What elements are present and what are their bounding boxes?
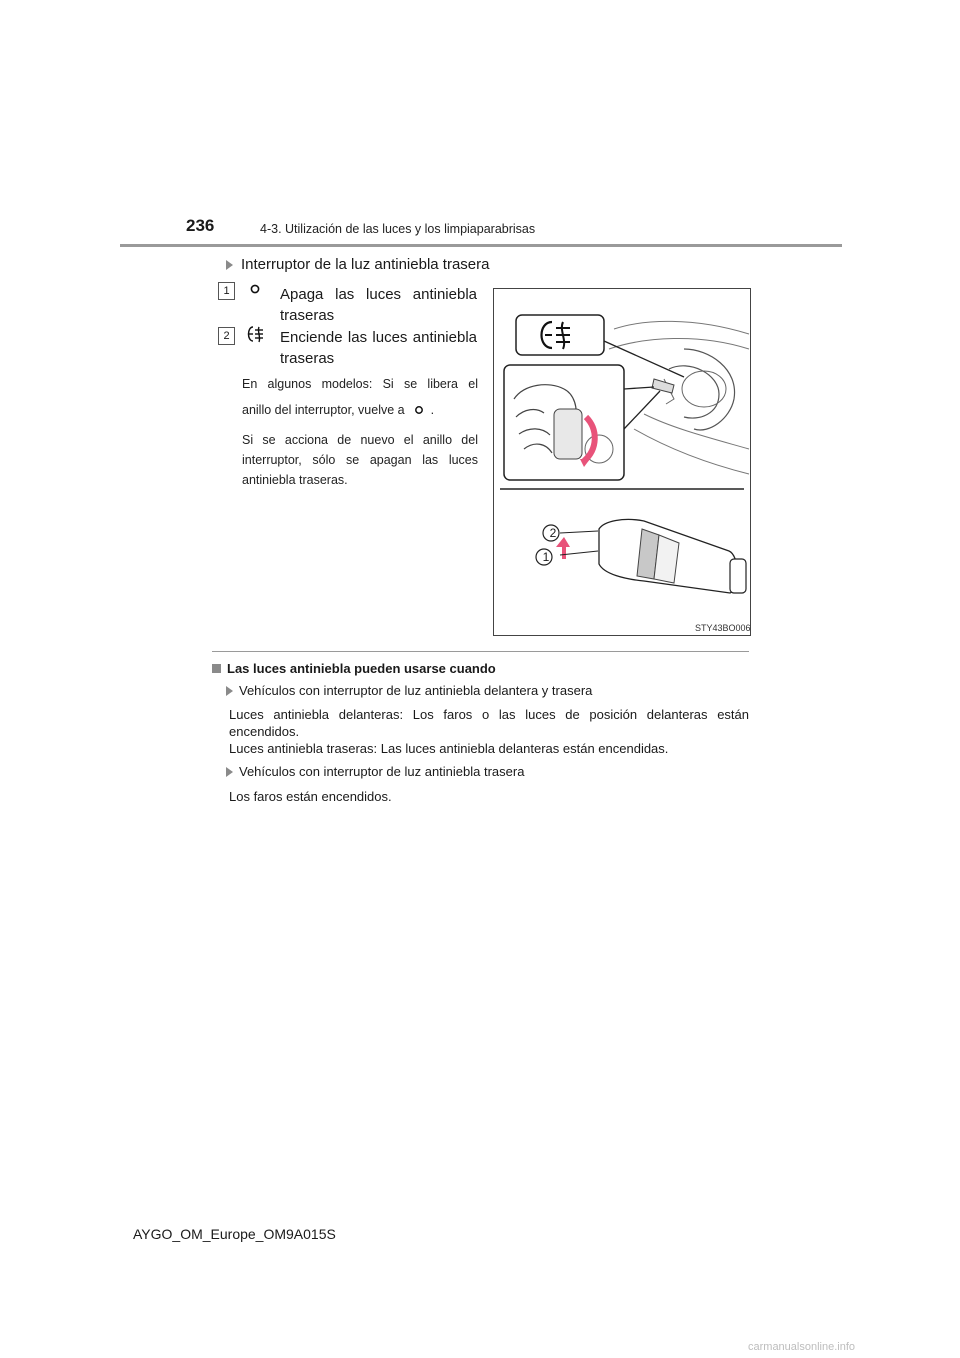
section-title bbox=[212, 661, 496, 676]
item-number-2: 2 bbox=[218, 327, 235, 345]
square-bullet-icon bbox=[212, 664, 221, 673]
note-line-2-end: . bbox=[430, 403, 435, 417]
illustration-callout-1: 1 bbox=[542, 550, 550, 564]
triangle-bullet-icon bbox=[226, 260, 233, 270]
note-line-2-text: anillo del interruptor, vuelve a bbox=[242, 403, 405, 417]
subsection-title bbox=[226, 256, 489, 273]
item-2-line2: traseras bbox=[280, 350, 335, 367]
footer-doc-id: AYGO_OM_Europe_OM9A015S bbox=[133, 1226, 336, 1242]
item-2-text bbox=[280, 327, 477, 369]
page-number: 236 bbox=[186, 216, 215, 235]
item-number-1: 1 bbox=[218, 282, 235, 300]
paragraph-headlights: Los faros están encendidos. bbox=[229, 789, 392, 804]
sub-bullet-2 bbox=[226, 764, 524, 779]
item-1-line1: Apaga las luces antiniebla bbox=[280, 286, 477, 303]
item-1-line2: traseras bbox=[280, 307, 335, 324]
section-separator bbox=[212, 651, 749, 652]
header-rule bbox=[120, 244, 842, 247]
rear-fog-light-icon bbox=[244, 325, 268, 345]
fog-light-off-symbol-icon bbox=[244, 282, 266, 300]
item-2-line1: Enciende las luces antiniebla bbox=[280, 329, 477, 346]
triangle-bullet-icon bbox=[226, 767, 233, 777]
sub-bullet-2-text: Vehículos con interruptor de luz antiniebla trasera bbox=[239, 764, 525, 779]
note-paragraph-2: Si se acciona de nuevo el anillo del interruptor, sólo se apagan las luces antiniebla traseras. bbox=[242, 433, 478, 487]
paragraph-rear-fog: Luces antiniebla traseras: Las luces antiniebla delanteras están encendidas. bbox=[229, 741, 669, 756]
item-1-text bbox=[280, 284, 477, 326]
triangle-bullet-icon bbox=[226, 686, 233, 696]
section-title-text: Las luces antiniebla pueden usarse cuando bbox=[227, 661, 496, 676]
note-line-2 bbox=[242, 400, 478, 420]
sub-bullet-1 bbox=[226, 683, 592, 698]
note-line-1: En algunos modelos: Si se libera el bbox=[242, 377, 478, 391]
illustration-code: STY43BO006 bbox=[695, 623, 751, 633]
off-symbol-icon bbox=[409, 403, 427, 417]
subsection-title-text: Interruptor de la luz antiniebla trasera bbox=[241, 256, 490, 273]
illustration-callout-2: 2 bbox=[549, 526, 557, 540]
watermark: carmanualsonline.info bbox=[748, 1341, 856, 1353]
paragraph-front-fog: Luces antiniebla delanteras: Los faros o las luces de posición delanteras están encendidos. bbox=[229, 707, 749, 739]
switch-illustration bbox=[493, 288, 751, 636]
sub-bullet-1-text: Vehículos con interruptor de luz antiniebla delantera y trasera bbox=[239, 683, 593, 698]
section-header: 4-3. Utilización de las luces y los limpiaparabrisas bbox=[260, 222, 536, 236]
